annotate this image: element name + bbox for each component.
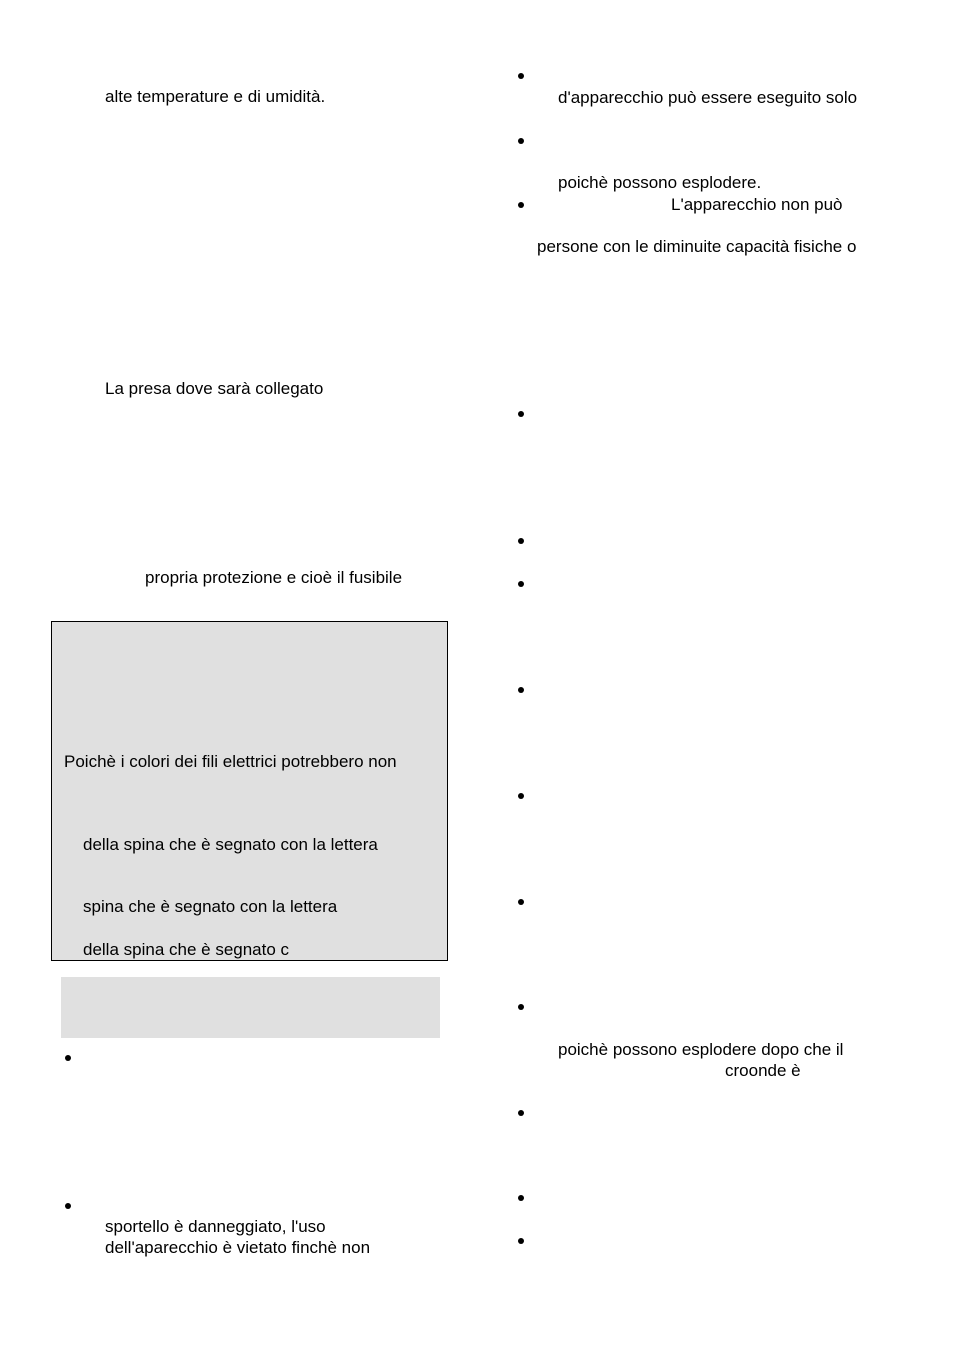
bullet-marker — [518, 138, 524, 144]
bullet-marker — [518, 687, 524, 693]
bullet-marker — [65, 1055, 71, 1061]
text-line-non-puo: L'apparecchio non può — [671, 195, 843, 214]
text-line-presa: La presa dove sarà collegato — [105, 379, 324, 398]
text-line-eseguito: d'apparecchio può essere eseguito solo — [558, 88, 858, 107]
bullet-marker — [518, 1110, 524, 1116]
bullet-marker — [518, 538, 524, 544]
text-line-esplodere-dopo-2: croonde è — [725, 1061, 801, 1080]
bullet-marker — [518, 793, 524, 799]
bullet-marker — [518, 1195, 524, 1201]
bullet-marker — [518, 1238, 524, 1244]
bullet-marker — [518, 899, 524, 905]
text-line-protezione: propria protezione e cioè il fusibile — [145, 568, 403, 587]
wiring-box-line-spina-3: della spina che è segnato c — [83, 940, 290, 959]
bullet-marker — [65, 1203, 71, 1209]
bullet-marker — [518, 411, 524, 417]
shaded-heading-box — [61, 977, 440, 1038]
text-line-temperature: alte temperature e di umidità. — [105, 87, 326, 106]
wiring-box-line-colori: Poichè i colori dei fili elettrici potrebbero non — [64, 752, 397, 771]
text-line-sportello-1: sportello è danneggiato, l'uso — [105, 1217, 326, 1236]
wiring-box-line-spina-2: spina che è segnato con la lettera — [83, 897, 338, 916]
text-line-esplodere-dopo-1: poichè possono esplodere dopo che il — [558, 1040, 844, 1059]
text-line-sportello-2: dell'aparecchio è vietato finchè non — [105, 1238, 371, 1257]
bullet-marker — [518, 1004, 524, 1010]
bullet-marker — [518, 581, 524, 587]
bullet-marker — [518, 73, 524, 79]
bullet-marker — [518, 202, 524, 208]
text-line-esplodere: poichè possono esplodere. — [558, 173, 762, 192]
wiring-box-line-spina-1: della spina che è segnato con la lettera — [83, 835, 378, 854]
text-line-persone: persone con le diminuite capacità fisiche o — [537, 237, 857, 256]
